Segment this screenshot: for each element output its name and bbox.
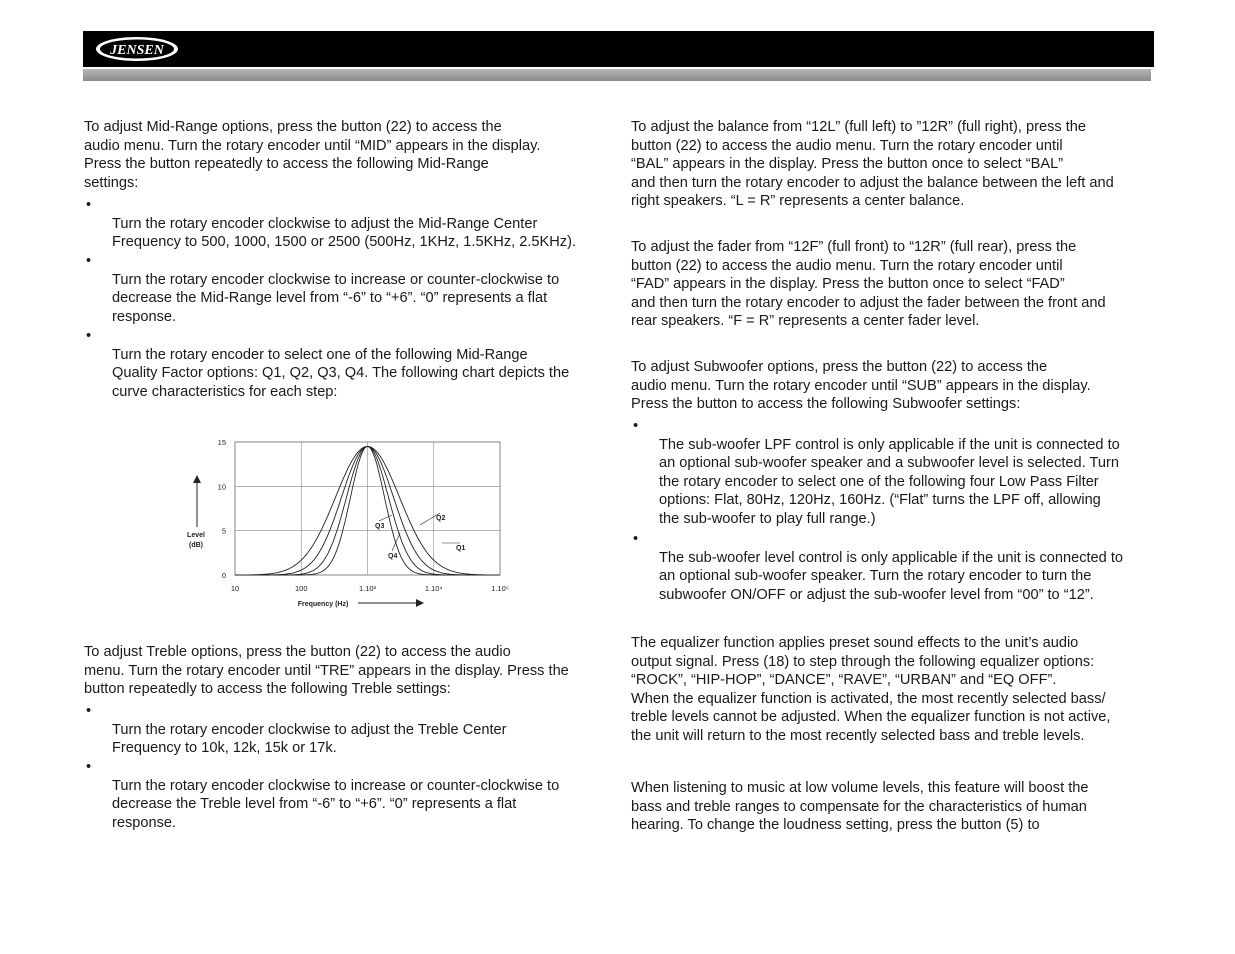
bullet-text: subwoofer ON/OFF or adjust the sub-woofer level from “00” to “12”. (659, 586, 1094, 603)
x-tick-label: 10 (230, 584, 240, 593)
x-tick-label: 100 (294, 584, 308, 593)
bullet-text: an optional sub-woofer speaker and a subwoofer level is selected. Turn (659, 455, 1119, 472)
bullet-text: decrease the Mid-Range level from “-6” to “+6”. “0” represents a flat (112, 290, 548, 307)
mid-range-intro: To adjust Mid-Range options, press the button (22) to access the (84, 119, 502, 135)
equalizer-paragraph: The equalizer function applies preset sound effects to the unit’s audio (631, 635, 1079, 651)
equalizer-paragraph: treble levels cannot be adjusted. When the equalizer function is not active, (631, 709, 1111, 726)
equalizer-paragraph: When the equalizer function is activated, the most recently selected bass/ (631, 690, 1106, 707)
bullet-text: Quality Factor options: Q1, Q2, Q3, Q4. The following chart depicts the (112, 365, 570, 382)
bullet-text: Frequency to 500, 1000, 1500 or 2500 (500Hz, 1KHz, 1.5KHz, 2.5KHz). (112, 234, 577, 251)
series-label: Q1 (456, 545, 466, 552)
equalizer-paragraph: the unit will return to the most recently selected bass and treble levels. (631, 728, 1085, 744)
bullet-text: Turn the rotary encoder clockwise to adjust the Treble Center (112, 721, 507, 738)
bullet-marker: • (86, 759, 92, 775)
treble-intro: button repeatedly to access the following Treble settings: (84, 681, 451, 698)
equalizer-paragraph: output signal. Press (18) to step through the following equalizer options: (631, 653, 1095, 670)
subwoofer-intro: To adjust Subwoofer options, press the button (22) to access the (631, 359, 1048, 375)
balance-paragraph: and then turn the rotary encoder to adjust the balance between the left and (631, 174, 1114, 191)
bullet-text: the rotary encoder to select one of the following four Low Pass Filter (659, 473, 1099, 490)
loudness-paragraph: hearing. To change the loudness setting, press the button (5) to (631, 817, 1040, 834)
balance-paragraph: button (22) to access the audio menu. Turn the rotary encoder until (631, 137, 1063, 154)
fader-paragraph: “FAD” appears in the display. Press the button once to select “FAD” (631, 276, 1065, 293)
mid-range-intro: settings: (84, 174, 139, 191)
bullet-text: response. (112, 308, 177, 325)
bullet-marker: • (86, 253, 92, 269)
bullet-marker: • (633, 418, 639, 434)
bullet-text: response. (112, 814, 177, 831)
bullet-marker: • (633, 531, 639, 547)
y-axis-unit: (dB) (189, 542, 203, 549)
mid-range-intro: audio menu. Turn the rotary encoder until “MID” appears in the display. (84, 137, 541, 154)
bullet-text: decrease the Treble level from “-6” to “+6”. “0” represents a flat (112, 796, 517, 813)
x-tick-label: 1.10³ (358, 584, 377, 593)
bullet-text: The sub-woofer level control is only applicable if the unit is connected to (659, 549, 1124, 566)
bullet-text: Turn the rotary encoder to select one of the following Mid-Range (112, 346, 528, 363)
x-axis-arrow-head (416, 599, 424, 607)
header-bar (83, 31, 1154, 67)
treble-intro: menu. Turn the rotary encoder until “TRE” appears in the display. Press the (84, 662, 569, 679)
header-gradient-band (83, 69, 1151, 81)
series-label: Q3 (375, 523, 385, 530)
bullet-text: Frequency to 10k, 12k, 15k or 17k. (112, 740, 337, 757)
fader-paragraph: button (22) to access the audio menu. Turn the rotary encoder until (631, 257, 1063, 274)
subwoofer-intro: Press the button to access the following Subwoofer settings: (631, 396, 1021, 413)
subwoofer-intro: audio menu. Turn the rotary encoder until “SUB” appears in the display. (631, 377, 1091, 394)
bullet-text: Turn the rotary encoder clockwise to adjust the Mid-Range Center (112, 215, 538, 232)
balance-paragraph: To adjust the balance from “12L” (full left) to ”12R” (full right), press the (631, 119, 1087, 135)
y-tick-label: 10 (217, 482, 226, 492)
y-tick-label: 0 (221, 571, 226, 580)
fader-paragraph: rear speakers. “F = R” represents a center fader level. (631, 313, 980, 330)
bullet-text: options: Flat, 80Hz, 120Hz, 160Hz. (“Flat” turns the LPF off, allowing (659, 492, 1101, 509)
bullet-marker: • (86, 328, 92, 344)
series-label: Q2 (436, 515, 446, 522)
y-tick-label: 5 (221, 526, 226, 536)
bullet-text: curve characteristics for each step: (112, 383, 338, 400)
equalizer-paragraph: “ROCK”, “HIP-HOP”, “DANCE”, “RAVE”, “URBAN” and “EQ OFF”. (631, 672, 1057, 689)
bullet-marker: • (86, 703, 92, 719)
bullet-text: an optional sub-woofer speaker. Turn the rotary encoder to turn the (659, 568, 1092, 585)
loudness-paragraph: bass and treble ranges to compensate for the characteristics of human (631, 798, 1087, 815)
series-label: Q4 (388, 553, 398, 560)
y-axis-label: Level (187, 532, 205, 539)
balance-paragraph: “BAL” appears in the display. Press the button once to select “BAL” (631, 156, 1064, 173)
fader-paragraph: To adjust the fader from “12F” (full front) to “12R” (full rear), press the (631, 239, 1077, 255)
bullet-text: The sub-woofer LPF control is only applicable if the unit is connected to (659, 436, 1120, 453)
loudness-paragraph: When listening to music at low volume levels, this feature will boost the (631, 780, 1089, 796)
x-tick-label: 1.10⁵ (491, 584, 509, 593)
fader-paragraph: and then turn the rotary encoder to adjust the fader between the front and (631, 294, 1106, 311)
x-tick-label: 1.10⁴ (424, 584, 443, 593)
jensen-logo (95, 36, 179, 62)
mid-range-intro: Press the button repeatedly to access the following Mid-Range (84, 156, 489, 173)
logo-text: JENSEN (110, 43, 164, 58)
y-tick-label: 15 (217, 438, 226, 447)
bullet-marker: • (86, 197, 92, 213)
treble-intro: To adjust Treble options, press the button (22) to access the audio (84, 644, 511, 660)
x-axis-label: Frequency (Hz) (297, 601, 349, 608)
bullet-text: Turn the rotary encoder clockwise to increase or counter-clockwise to (112, 271, 560, 288)
balance-paragraph: right speakers. “L = R” represents a center balance. (631, 193, 965, 210)
bullet-text: the sub-woofer to play full range.) (659, 511, 876, 527)
bullet-text: Turn the rotary encoder clockwise to increase or counter-clockwise to (112, 777, 560, 794)
mid-range-q-chart (180, 435, 520, 615)
y-axis-arrow-head (193, 475, 201, 483)
